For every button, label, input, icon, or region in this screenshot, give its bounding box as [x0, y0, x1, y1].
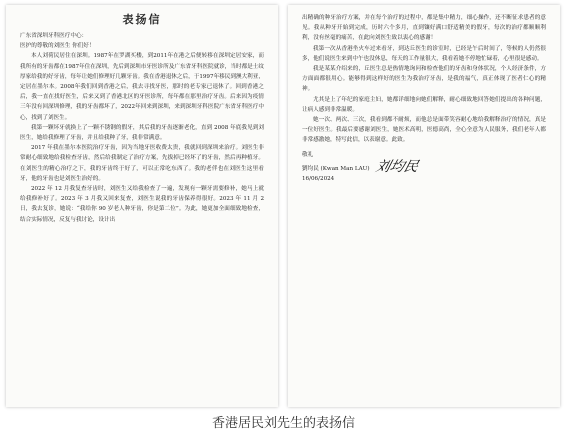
- handwritten-signature: 刘均民: [373, 158, 420, 175]
- signer-name: 劉均民 (Kwan Man LAU): [302, 165, 370, 172]
- letter-address: 广东省深圳牙科医疗中心：: [20, 33, 88, 39]
- letter-paragraph: 我第一次从香港坐火车过来看牙，到达丘医生的诊室时，已经是午后时间了，等候的人仍然很多，他们说医生来到中午也没休息，每天的工作量很大，我看着她不停地忙碌着，心里很是感动。: [302, 45, 546, 62]
- letter-paragraph: 尤其是上了年纪的家庭主妇，她都详细地向她们解释，耐心细致地回答她们提出的各种问题，让病人感到非常温暖。: [302, 96, 546, 113]
- letter-paragraph: 她一次、两次、三次，我看到都不耐烦，而他总是面带笑容耐心地给我解释治疗的情况，真是一位好医生。我最后要感谢刘医生，她医术高明，医德高尚，全心全意为人民服务，我们老年人都非常感激她，特写此信，以表谢意。此致。: [302, 117, 546, 144]
- letter-date: 16/06/2024: [302, 175, 335, 182]
- letter-paragraph: 2022 年 12 月我复查牙齿时，刘医生又给我检查了一遍，发现有一颗牙需要修补，她马上就给我修补好了。2023 年 3 月我又回来复查，刘医生说我的牙齿保养得很好。2023 年 11 月 2 日，我去复诊，她说：“我给你 90 岁老人种牙齿，你是第二位”。为此，她更加全面细致地检查，结合实际情况，反复与我讨论，设计出: [20, 186, 264, 223]
- letter-title: 表扬信: [122, 13, 162, 26]
- letter-greeting: 医护的尊敬的刘医生 你们好！: [20, 43, 95, 50]
- letter-page-right: [288, 5, 560, 407]
- closing-text: 敬礼: [302, 151, 314, 158]
- letter-paragraph: 我第一颗坏牙就换上了一颗不锈钢的假牙，其后我的牙齿逐渐老化，直到 2008 年底我见到刘医生，她给我修理了牙齿，并且给我种了牙，我非常满意。: [20, 124, 264, 142]
- letter-page-left: [6, 5, 278, 407]
- letter-paragraph: 出精确的种牙治疗方案，并在每个治疗的过程中，都是集中精力，细心操作，还不断征求患者的意见。我从种牙开始到完成，历时六个多月，直到镶好满口舒适精美的假牙，每次的治疗都顺顺利利，没有丝毫的痛苦，在此向刘医生致以衷心的感谢！: [302, 15, 546, 42]
- letter-paragraph: 本人刘荷民居住在深圳。1987年在罗湖买楼，到2011年在港之后便转移在深圳定居安家，而我所有的牙齿都在1987年住在深圳，先后到深圳市牙医诊所及广东省牙科医院就诊，当时都是士纹厚家给我的好牙齿，每年让她们修理好几颗牙齿。我在香港退休之后，于1997年移民到澳大利亚，定居在墨尔本。2008年我们回到香港之后，我去寻找牙医，那时的老专家已退休了。回到香港之后，我一直在找好医生，后来又到了香港北区的牙医诊所，每年都在那里治疗牙齿。后来因为疫情三年没有回深圳修理，我的牙齿都坏了，2022年回来到深圳，来到深圳牙科医院广东省牙科医疗中心，找到了刘医生。: [20, 53, 264, 121]
- image-caption: 香港居民刘先生的表扬信: [211, 416, 355, 431]
- letter-paragraph: 我是某某介绍来的，丘医生总是热情地询问和检查他们的牙齿和身体状况，个人经济条件，方方面面都很用心。能够得到这样好的医生为我治疗牙齿，是我的福气，真正体现了医者仁心的精神。: [302, 66, 546, 93]
- signature-block: [302, 150, 546, 184]
- letter-paragraph: 2017 年我在墨尔本医院治疗牙齿，因为当地牙医收费太贵，我就回到深圳来治疗。刘医生非常耐心细致地给我检查牙齿，然后给我制定了治疗方案，先拔掉已经坏了的牙齿，然后再种植牙。在刘医生的精心治疗之下，我的牙齿终于好了，可以正常吃东西了。我的老伴也在刘医生这里看牙，他的牙齿也是刘医生治好的。: [20, 145, 264, 182]
